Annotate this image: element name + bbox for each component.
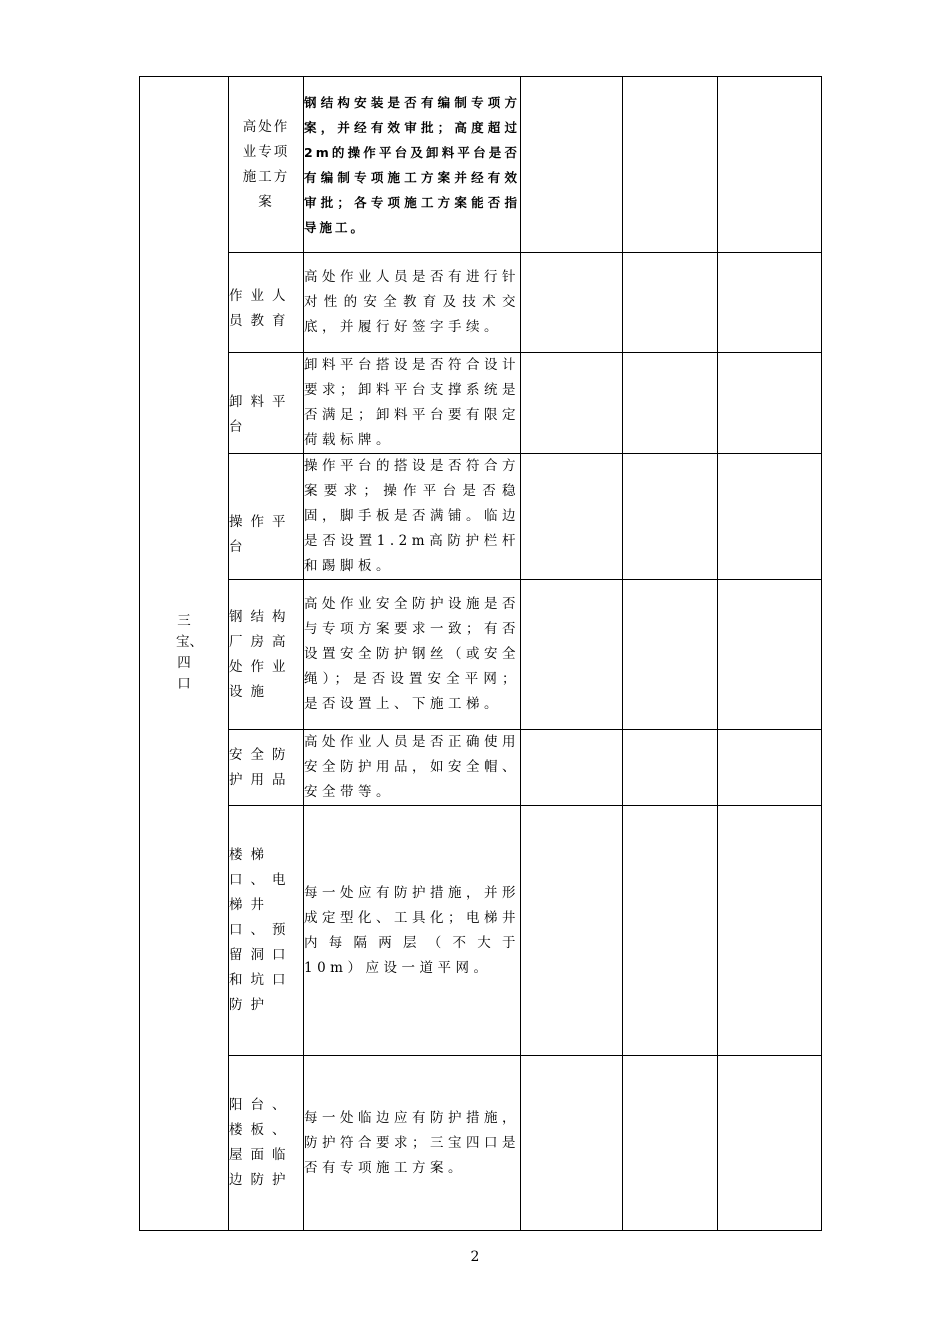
blank-cell: [521, 806, 623, 1056]
item-cell: 卸料平台: [229, 353, 304, 454]
blank-cell: [718, 77, 822, 253]
blank-cell: [521, 77, 623, 253]
blank-cell: [623, 580, 718, 730]
content-cell: 卸料平台搭设是否符合设计要求；卸料平台支撑系统是否满足；卸料平台要有限定荷载标牌。: [304, 353, 521, 454]
content-cell: 钢结构安装是否有编制专项方案，并经有效审批；高度超过2m的操作平台及卸料平台是否有编制专项施工方案并经有效审批；各专项施工方案能否指导施工。: [304, 77, 521, 253]
blank-cell: [521, 353, 623, 454]
blank-cell: [521, 580, 623, 730]
blank-cell: [623, 77, 718, 253]
blank-cell: [718, 353, 822, 454]
blank-cell: [718, 580, 822, 730]
blank-cell: [718, 454, 822, 580]
item-cell: 高处作业专项施工方案: [229, 77, 304, 253]
blank-cell: [521, 730, 623, 806]
item-cell: 阳台、楼板、屋面临边防护: [229, 1056, 304, 1231]
table-row: [140, 580, 822, 730]
inspection-table: [139, 76, 822, 1231]
table-row: [140, 1056, 822, 1231]
content-cell: 操作平台的搭设是否符合方案要求；操作平台是否稳固，脚手板是否满铺。临边是否设置1.2m高防护栏杆和踢脚板。: [304, 454, 521, 580]
blank-cell: [623, 1056, 718, 1231]
content-cell: 每一处临边应有防护措施，防护符合要求；三宝四口是否有专项施工方案。: [304, 1056, 521, 1231]
blank-cell: [718, 253, 822, 353]
blank-cell: [718, 806, 822, 1056]
blank-cell: [521, 454, 623, 580]
content-cell: 高处作业安全防护设施是否与专项方案要求一致；有否设置安全防护钢丝（或安全绳）；是否设置安全平网；是否设置上、下施工梯。: [304, 580, 521, 730]
item-cell: 楼梯口、电梯井口、预留洞口和坑口防护: [229, 806, 304, 1056]
blank-cell: [521, 1056, 623, 1231]
item-cell: 操作平台: [229, 454, 304, 580]
item-cell: 安全防护用品: [229, 730, 304, 806]
blank-cell: [623, 253, 718, 353]
page-number: 2: [470, 1249, 480, 1265]
table-row: [140, 806, 822, 1056]
blank-cell: [623, 806, 718, 1056]
blank-cell: [521, 253, 623, 353]
table-row: [140, 353, 822, 454]
item-cell: 钢结构厂房高处作业设施: [229, 580, 304, 730]
table-row: [140, 454, 822, 580]
content-cell: 每一处应有防护措施，并形成定型化、工具化；电梯井内每隔两层（不大于10m）应设一道平网。: [304, 806, 521, 1056]
content-cell: 高处作业人员是否有进行针对性的安全教育及技术交底，并履行好签字手续。: [304, 253, 521, 353]
section-cell: [140, 77, 229, 1231]
content-cell: 高处作业人员是否正确使用安全防护用品，如安全帽、安全带等。: [304, 730, 521, 806]
section-label: 三宝、四口: [176, 612, 203, 692]
blank-cell: [623, 454, 718, 580]
item-cell: 作业人员教育: [229, 253, 304, 353]
table-row: [140, 730, 822, 806]
table-row: [140, 77, 822, 253]
blank-cell: [718, 730, 822, 806]
blank-cell: [623, 353, 718, 454]
table-row: [140, 253, 822, 353]
blank-cell: [718, 1056, 822, 1231]
blank-cell: [623, 730, 718, 806]
